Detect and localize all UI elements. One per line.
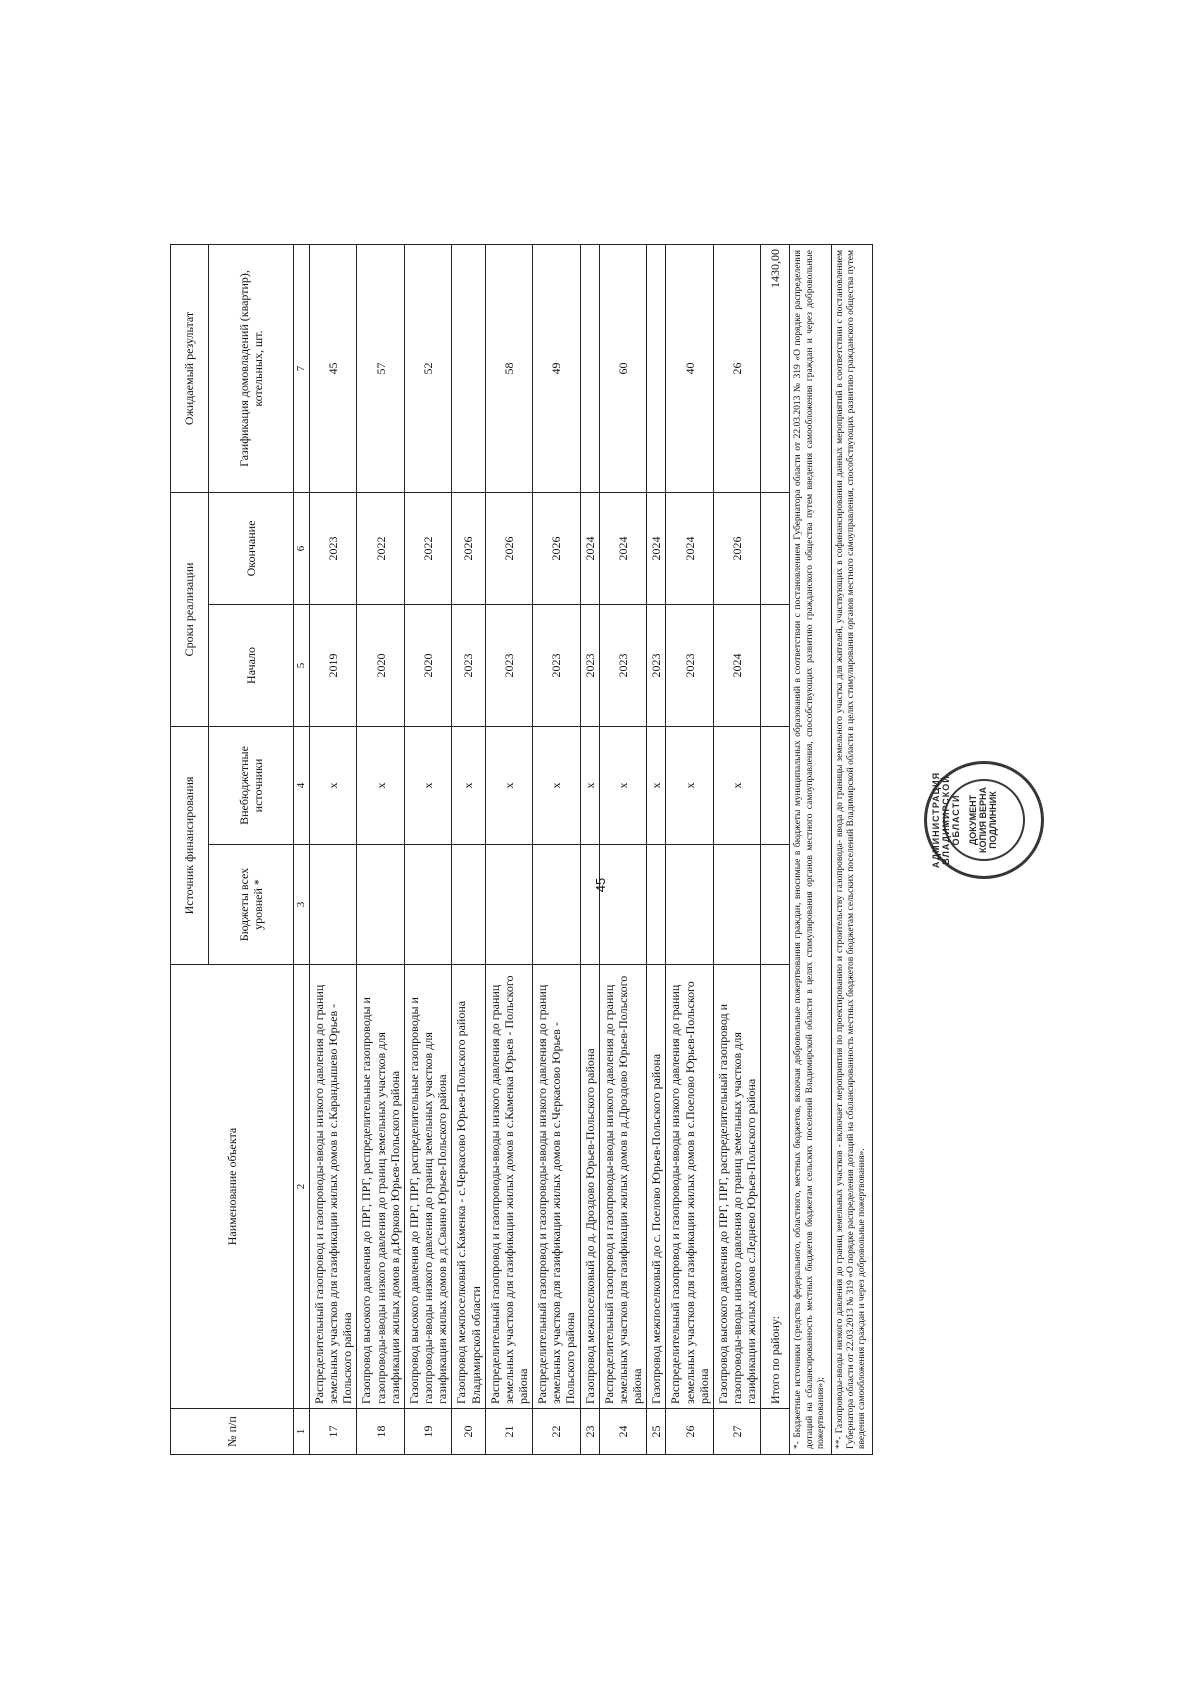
result-count: 52 [404,244,451,492]
budget-cell [404,845,451,965]
gasification-table [170,244,873,1455]
start-year: 2023 [452,604,485,726]
header-budget: Бюджеты всех уровней * [209,845,294,965]
table-row [666,244,713,1454]
footnote-budget: *- Бюджетные источники (средства федерального, областного, местных бюджетов, включая добровольные пожертвования граждан, вносимые в бюджеты муниципальных образований в соответствии с постановлением Губернатора области от 22.03.2013 № 319 «О порядке распределения дотаций на сбалансированность местных бюджетов бюджетам сельских поселений Владимирской области в целях стимулирования органов местного самоуправления, способствующих развитию гражданского общества путем введения самообложения граждан и через добровольные пожертвования»); [790,244,831,1454]
table-footer [761,244,872,1454]
result-count: 49 [533,244,580,492]
object-name: Распределительный газопровод и газопроводы-вводы низкого давления до границ земельных участков для газификации жилых домов в с.Карандышево Юрьев - Польского района [309,965,356,1409]
column-index: 3 [294,845,310,965]
official-stamp [924,761,1044,879]
row-number: 23 [580,1409,599,1455]
extra-budget-cell: х [485,726,532,844]
column-index: 7 [294,244,310,492]
table-row [485,244,532,1454]
result-count [452,244,485,492]
end-year: 2024 [666,492,713,604]
extra-budget-cell: х [309,726,356,844]
table-row [452,244,485,1454]
extra-budget-cell: х [357,726,404,844]
total-empty-cell [761,604,790,726]
budget-cell [580,845,599,965]
object-name: Распределительный газопровод и газопроводы-вводы низкого давления до границ земельных участков для газификации жилых домов в с.Поелово Юрьев-Польского района [666,965,713,1409]
start-year: 2023 [666,604,713,726]
end-year: 2023 [309,492,356,604]
table-row [599,244,646,1454]
object-name: Распределительный газопровод и газопроводы-вводы низкого давления до границ земельных участков для газификации жилых домов в с.Каменка Юрьев - Польского района [485,965,532,1409]
start-year: 2024 [713,604,760,726]
budget-cell [713,845,760,965]
start-year: 2023 [599,604,646,726]
table-row [647,244,666,1454]
result-count: 40 [666,244,713,492]
end-year: 2026 [713,492,760,604]
end-year: 2026 [485,492,532,604]
column-index: 2 [294,965,310,1409]
column-index: 4 [294,726,310,844]
page-number: 45 [592,877,608,893]
header-start: Начало [209,604,294,726]
column-index: 5 [294,604,310,726]
budget-cell [647,845,666,965]
row-number: 18 [357,1409,404,1455]
extra-budget-cell: х [713,726,760,844]
column-index: 6 [294,492,310,604]
note-row-1 [790,244,831,1454]
total-row [761,244,790,1454]
header-row-1 [171,244,209,1454]
header-extra: Внебюджетные источники [209,726,294,844]
end-year: 2024 [599,492,646,604]
result-count: 60 [599,244,646,492]
stamp-line-2: КОПИЯ ВЕРНА [978,787,989,853]
extra-budget-cell: х [647,726,666,844]
result-count [647,244,666,492]
end-year: 2022 [404,492,451,604]
extra-budget-cell: х [599,726,646,844]
table-body [309,244,760,1454]
header-num: № п/п [171,1409,294,1455]
budget-cell [533,845,580,965]
budget-cell [599,845,646,965]
start-year: 2019 [309,604,356,726]
table-row [533,244,580,1454]
row-number: 24 [599,1409,646,1455]
table-row [713,244,760,1454]
extra-budget-cell: х [580,726,599,844]
budget-cell [309,845,356,965]
object-name: Газопровод межпоселковый с.Каменка - с.Черкасово Юрьев-Польского района Владимирской области [452,965,485,1409]
header-end: Окончание [209,492,294,604]
column-index-row [294,244,310,1454]
header-funding: Источник финансирования [171,726,209,964]
end-year: 2024 [580,492,599,604]
end-year: 2024 [647,492,666,604]
row-number: 17 [309,1409,356,1455]
extra-budget-cell: х [533,726,580,844]
row-number: 21 [485,1409,532,1455]
end-year: 2022 [357,492,404,604]
total-empty-cell [761,726,790,844]
table-row [309,244,356,1454]
budget-cell [357,845,404,965]
note-row-2 [831,244,872,1454]
start-year: 2023 [647,604,666,726]
extra-budget-cell: х [666,726,713,844]
row-number: 22 [533,1409,580,1455]
object-name: Газопровод высокого давления до ПРГ, ПРГ, распределительный газопровод и газопроводы-вводы низкого давления до границ земельных участков для газификации жилых домов с.Леднево Юрьев-Польского района [713,965,760,1409]
stamp-line-1: ДОКУМЕНТ [968,794,979,846]
table-row [580,244,599,1454]
row-number: 26 [666,1409,713,1455]
result-count: 26 [713,244,760,492]
budget-cell [452,845,485,965]
footnote-gas-inlets: **- Газопроводы-вводы низкого давления до границ земельных участков - включает мероприятия по проектированию и строительству газопровода- ввода до границы земельного участка для жителей, участвующих в софинансировании данных мероприятий в соответствии с постановлением Губернатора области от 22.03.2013 № 319 «О порядке распределения дотаций на сбалансированность местных бюджетов бюджетам сельских поселений Владимирской области в целях стимулирования органов местного самоуправления, способствующих развитию гражданского общества путем введения самообложения граждан и через добровольные пожертвования». [831,244,872,1454]
header-result: Газификация домовладений (квартир), котельных, шт. [209,244,294,492]
row-number: 20 [452,1409,485,1455]
table-row [357,244,404,1454]
extra-budget-cell: х [404,726,451,844]
result-count: 45 [309,244,356,492]
total-empty-cell [761,492,790,604]
table-row [404,244,451,1454]
object-name: Распределительный газопровод и газопроводы-вводы низкого давления до границ земельных участков для газификации жилых домов в д.Дроздово Юрьев-Польского района [599,965,646,1409]
total-empty-cell [761,845,790,965]
budget-cell [485,845,532,965]
end-year: 2026 [452,492,485,604]
stamp-line-3: ПОДЛИННИК [987,791,998,849]
row-number: 25 [647,1409,666,1455]
total-value: 1430,00 [761,244,790,492]
object-name: Газопровод высокого давления до ПРГ, ПРГ, распределительные газопроводы и газопроводы-вводы низкого давления до границ земельных участков для газификации жилых домов в д.Сваино Юрьев-Польского района [404,965,451,1409]
row-number: 27 [713,1409,760,1455]
row-number: 19 [404,1409,451,1455]
extra-budget-cell: х [452,726,485,844]
start-year: 2020 [357,604,404,726]
start-year: 2023 [485,604,532,726]
object-name: Газопровод межпоселковый до с. Поелово Юрьев-Польского района [647,965,666,1409]
start-year: 2023 [580,604,599,726]
column-index: 1 [294,1409,310,1455]
total-empty-cell [761,1409,790,1455]
object-name: Газопровод высокого давления до ПРГ, ПРГ, распределительные газопроводы и газопроводы-вводы низкого давления до границ земельных участков для газификации жилых домов в д.Юрково Юрьев-Польского района [357,965,404,1409]
object-name: Распределительный газопровод и газопроводы-вводы низкого давления до границ земельных участков для газификации жилых домов в с.Черкасово Юрьев - Польского района [533,965,580,1409]
header-terms: Сроки реализации [171,492,209,726]
header-expected: Ожидаемый результат [171,244,209,492]
total-label: Итого по району: [761,965,790,1409]
start-year: 2023 [533,604,580,726]
result-count: 58 [485,244,532,492]
start-year: 2020 [404,604,451,726]
stamp-outer-text: АДМИНИСТРАЦИЯ ВЛАДИМИРСКОЙ ОБЛАСТИ [931,771,961,869]
end-year: 2026 [533,492,580,604]
result-count [580,244,599,492]
header-name: Наименование объекта [171,965,294,1409]
budget-cell [666,845,713,965]
result-count: 57 [357,244,404,492]
object-name: Газопровод межпоселковый до д. Дроздово Юрьев-Польского района [580,965,599,1409]
